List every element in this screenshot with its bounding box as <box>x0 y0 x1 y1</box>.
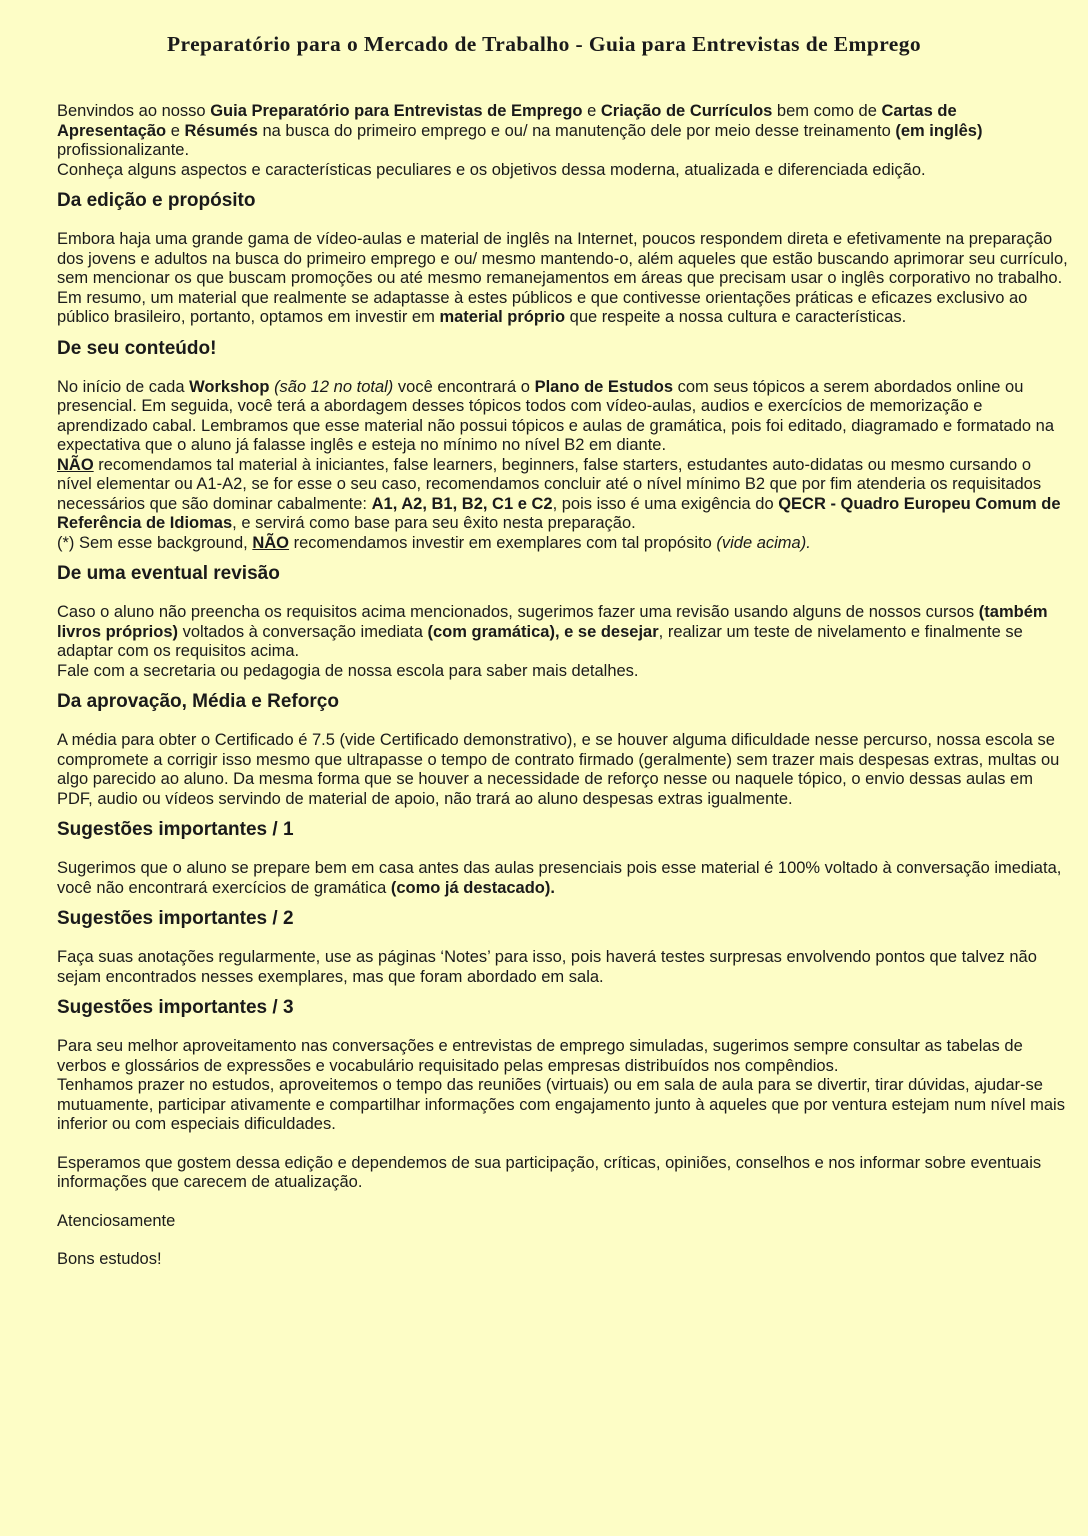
sugestoes-3-paragraph-2: Tenhamos prazer no estudos, aproveitemos o tempo das reuniões (virtuais) ou em sala de aula para se divertir, tirar dúvidas, ajudar-se mutuamente, participar ativamente e compartilhar informações com engajamento junto à aqueles que por ventura estejam num nível mais inferior ou com especiais dificuldades. <box>57 1076 1065 1133</box>
revisao-paragraph-1: Caso o aluno não preencha os requisitos acima mencionados, sugerimos fazer uma revisão usando alguns de nossos cursos (também livros próprios) voltados à conversação imediata (com gramática), e se desejar, realizar um teste de nivelamento e finalmente se adaptar com os requisitos acima. <box>57 603 1048 660</box>
page-title: Preparatório para o Mercado de Trabalho - Guia para Entrevistas de Emprego <box>167 32 921 56</box>
sugestoes-2-paragraph: Faça suas anotações regularmente, use as páginas ‘Notes’ para isso, pois haverá testes surpresas envolvendo pontos que talvez não sejam encontrados nesses exemplares, mas que foram abordado em sala. <box>57 948 1037 986</box>
section-heading-conteudo: De seu conteúdo! <box>57 337 217 359</box>
closing-farewell: Bons estudos! <box>57 1250 162 1268</box>
revisao-paragraph-2: Fale com a secretaria ou pedagogia de nossa escola para saber mais detalhes. <box>57 661 639 680</box>
section-heading-sugestoes-3: Sugestões importantes / 3 <box>57 997 294 1018</box>
conteudo-paragraph-3: (*) Sem esse background, NÃO recomendamos investir em exemplares com tal propósito (vide acima). <box>57 533 811 552</box>
conteudo-paragraph-2: NÃO recomendamos tal material à iniciantes, false learners, beginners, false starters, estudantes auto-didatas ou mesmo cursando o nível elementar ou A1-A2, se for esse o seu caso, recomendamos concluir até o nível mínimo B2 que por fim atenderia os requisitados necessários que são dominar cabalmente: A1, A2, B1, B2, C1 e C2, pois isso é uma exigência do QECR - Quadro Europeu Comum de Referência de Idiomas, e servirá como base para seu êxito nesta preparação. <box>57 455 1061 532</box>
aprovacao-paragraph-1: A média para obter o Certificado é 7.5 (vide Certificado demonstrativo), e se houver alguma dificuldade nesse percurso, nossa escola se compromete a corrigir isso mesmo que ultrapasse o tempo de contrato firmado (geralmente) sem trazer mais despesas extras, multas ou algo parecido ao aluno. Da mesma forma que se houver a necessidade de reforço nesse ou naquele tópico, o envio dessas aulas em PDF, audio ou vídeos servindo de material de apoio, não trará ao aluno despesas extras igualmente. <box>57 731 1060 808</box>
intro-paragraph-2: Conheça alguns aspectos e características peculiares e os objetivos dessa moderna, atualizada e diferenciada edição. <box>57 160 926 179</box>
conteudo-paragraph-1: No início de cada Workshop (são 12 no total) você encontrará o Plano de Estudos com seus tópicos a serem abordados online ou presencial. Em seguida, você terá a abordagem desses tópicos todos com vídeo-aulas, audios e exercícios de memorização e aprendizado cabal. Lembramos que esse material não possui tópicos e aulas de gramática, pois foi editado, diagramado e formatado na expectativa que o aluno já falasse inglês e esteja no mínimo no nível B2 em diante. <box>57 377 1055 454</box>
sugestoes-3-paragraph-1: Para seu melhor aproveitamento nas conversações e entrevistas de emprego simuladas, sugerimos sempre consultar as tabelas de verbos e glossários de expressões e vocabulário requisitado pelas empresas distribuídos nos compêndios. <box>57 1037 1023 1075</box>
section-heading-revisao: De uma eventual revisão <box>57 563 280 584</box>
document-body <box>57 102 1069 1270</box>
closing-regards: Atenciosamente <box>57 1211 176 1230</box>
section-heading-edicao: Da edição e propósito <box>57 190 256 211</box>
edicao-paragraph-1: Embora haja uma grande gama de vídeo-aulas e material de inglês na Internet, poucos respondem direta e efetivamente na preparação dos jovens e adultos na busca do primeiro emprego e ou/ mesmo mantendo-o, além aqueles que estão buscando aprimorar seu currículo, sem mencionar os que buscam promoções ou até mesmo remanejamentos em áreas que precisam usar o inglês corporativo no trabalho. <box>57 230 1068 287</box>
section-heading-sugestoes-1: Sugestões importantes / 1 <box>57 819 294 840</box>
sugestoes-3-paragraph-3: Esperamos que gostem dessa edição e dependemos de sua participação, críticas, opiniões, conselhos e nos informar sobre eventuais informações que carecem de atualização. <box>57 1153 1042 1191</box>
section-heading-aprovacao: Da aprovação, Média e Reforço <box>57 691 339 712</box>
edicao-paragraph-2: Em resumo, um material que realmente se adaptasse à estes públicos e que contivesse orientações práticas e eficazes exclusivo ao público brasileiro, portanto, optamos em investir em material próprio que respeite a nossa cultura e características. <box>57 288 1028 326</box>
intro-paragraph-1: Benvindos ao nosso Guia Preparatório para Entrevistas de Emprego e Criação de Currículos bem como de Cartas de Apresentação e Résumés na busca do primeiro emprego e ou/ na manutenção dele por meio desse treinamento (em inglês) profissionalizante. <box>57 102 983 159</box>
section-heading-sugestoes-2: Sugestões importantes / 2 <box>57 908 294 929</box>
sugestoes-1-paragraph: Sugerimos que o aluno se prepare bem em casa antes das aulas presenciais pois esse material é 100% voltado à conversação imediata, você não encontrará exercícios de gramática (como já destacado). <box>57 859 1062 897</box>
